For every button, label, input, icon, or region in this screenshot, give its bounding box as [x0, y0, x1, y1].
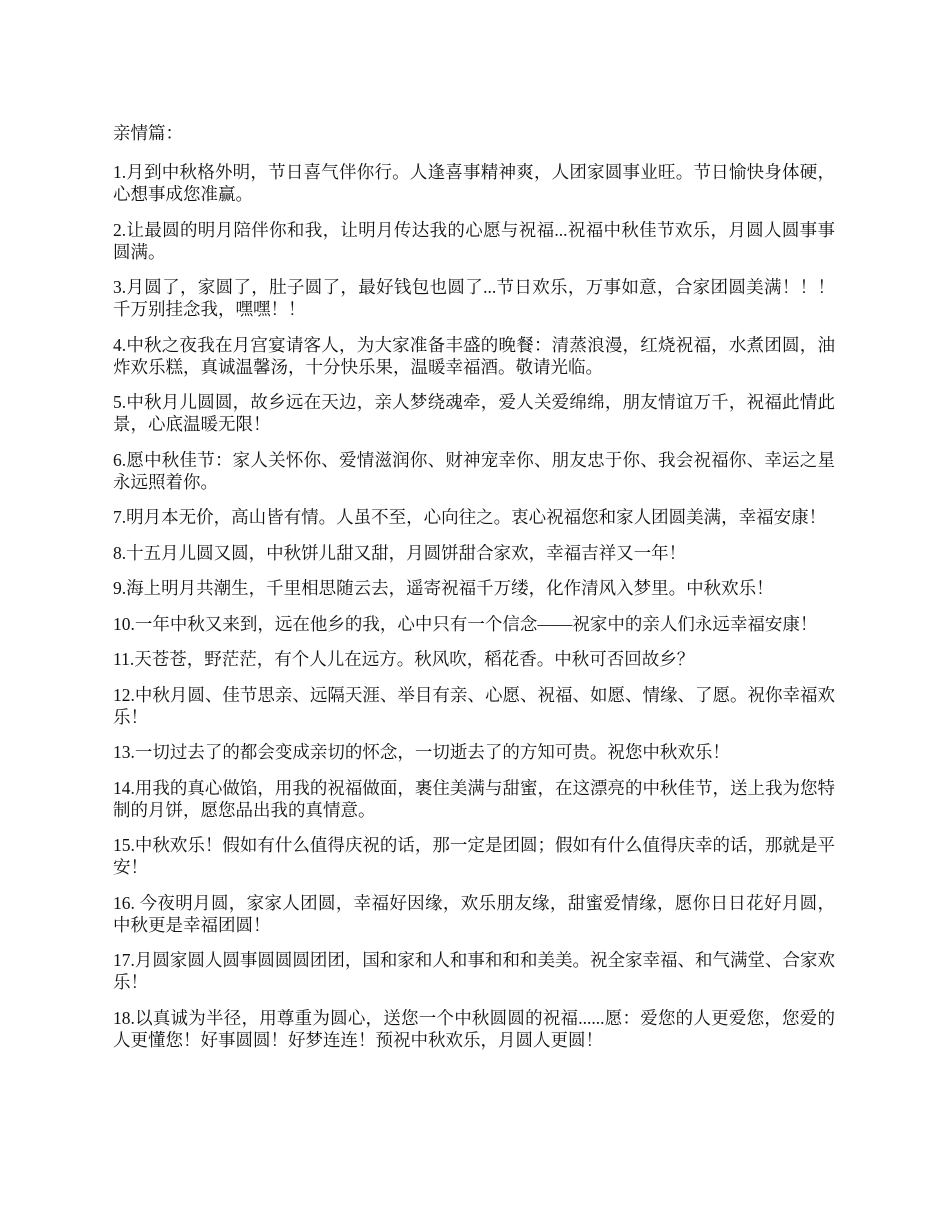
blessing-item-3: 3.月圆了，家圆了，肚子圆了，最好钱包也圆了...节日欢乐，万事如意，合家团圆美满！！！千万别挂念我，嘿嘿！！	[113, 277, 835, 319]
blessing-item-5: 5.中秋月儿圆圆，故乡远在天边，亲人梦绕魂牵，爱人关爱绵绵，朋友情谊万千，祝福此情此景，心底温暖无限！	[113, 392, 835, 434]
blessing-item-10: 10.一年中秋又来到，远在他乡的我，心中只有一个信念——祝家中的亲人们永远幸福安康！	[113, 613, 818, 634]
blessing-item-16: 16. 今夜明月圆，家家人团圆，幸福好因缘，欢乐朋友缘，甜蜜爱情缘，愿你日日花好月圆，中秋更是幸福团圆！	[113, 892, 835, 935]
blessing-item-8: 8.十五月儿圆又圆，中秋饼儿甜又甜，月圆饼甜合家欢，幸福吉祥又一年！	[113, 542, 687, 563]
document-page	[113, 122, 835, 1064]
blessing-item-9: 9.海上明月共潮生，千里相思随云去，遥寄祝福千万缕，化作清风入梦里。中秋欢乐！	[113, 578, 774, 598]
blessing-item-6: 6.愿中秋佳节：家人关怀你、爱情滋润你、财神宠幸你、朋友忠于你、我会祝福你、幸运之星永远照着你。	[113, 449, 835, 492]
blessing-item-13: 13.一切过去了的都会变成亲切的怀念，一切逝去了的方知可贵。祝您中秋欢乐！	[113, 742, 730, 762]
blessing-item-12: 12.中秋月圆、佳节思亲、远隔天涯、举目有亲、心愿、祝福、如愿、情缘、了愿。祝你幸福欢乐！	[113, 684, 835, 727]
blessing-item-18: 18.以真诚为半径，用尊重为圆心，送您一个中秋圆圆的祝福......愿：爱您的人更爱您，您爱的人更懂您！好事圆圆！好梦连连！预祝中秋欢乐，月圆人更圆！	[113, 1007, 835, 1050]
blessing-item-11: 11.天苍苍，野茫茫，有个人儿在远方。秋风吹，稻花香。中秋可否回故乡？	[113, 649, 695, 669]
blessing-item-15: 15.中秋欢乐！假如有什么值得庆祝的话，那一定是团圆；假如有什么值得庆幸的话，那就是平安！	[113, 835, 835, 877]
blessing-item-7: 7.明月本无价，高山皆有情。人虽不至，心向往之。衷心祝福您和家人团圆美满，幸福安康！	[113, 507, 827, 527]
blessing-item-14: 14.用我的真心做馅，用我的祝福做面，裹住美满与甜蜜，在这漂亮的中秋佳节，送上我为您特制的月饼，愿您品出我的真情意。	[113, 777, 835, 820]
blessing-item-1: 1.月到中秋格外明，节日喜气伴你行。人逢喜事精神爽，人团家圆事业旺。节日愉快身体硬，心想事成您准赢。	[113, 162, 835, 204]
section-heading: 亲情篇：	[113, 123, 183, 143]
blessing-item-17: 17.月圆家圆人圆事圆圆圆团团，国和家和人和事和和和美美。祝全家幸福、和气满堂、合家欢乐！	[113, 950, 835, 992]
blessing-item-4: 4.中秋之夜我在月宫宴请客人，为大家准备丰盛的晚餐：清蒸浪漫，红烧祝福，水煮团圆，油炸欢乐糕，真诚温馨汤，十分快乐果，温暖幸福酒。敬请光临。	[113, 334, 835, 377]
blessing-item-2: 2.让最圆的明月陪伴你和我，让明月传达我的心愿与祝福...祝福中秋佳节欢乐，月圆人圆事事圆满。	[113, 219, 835, 262]
